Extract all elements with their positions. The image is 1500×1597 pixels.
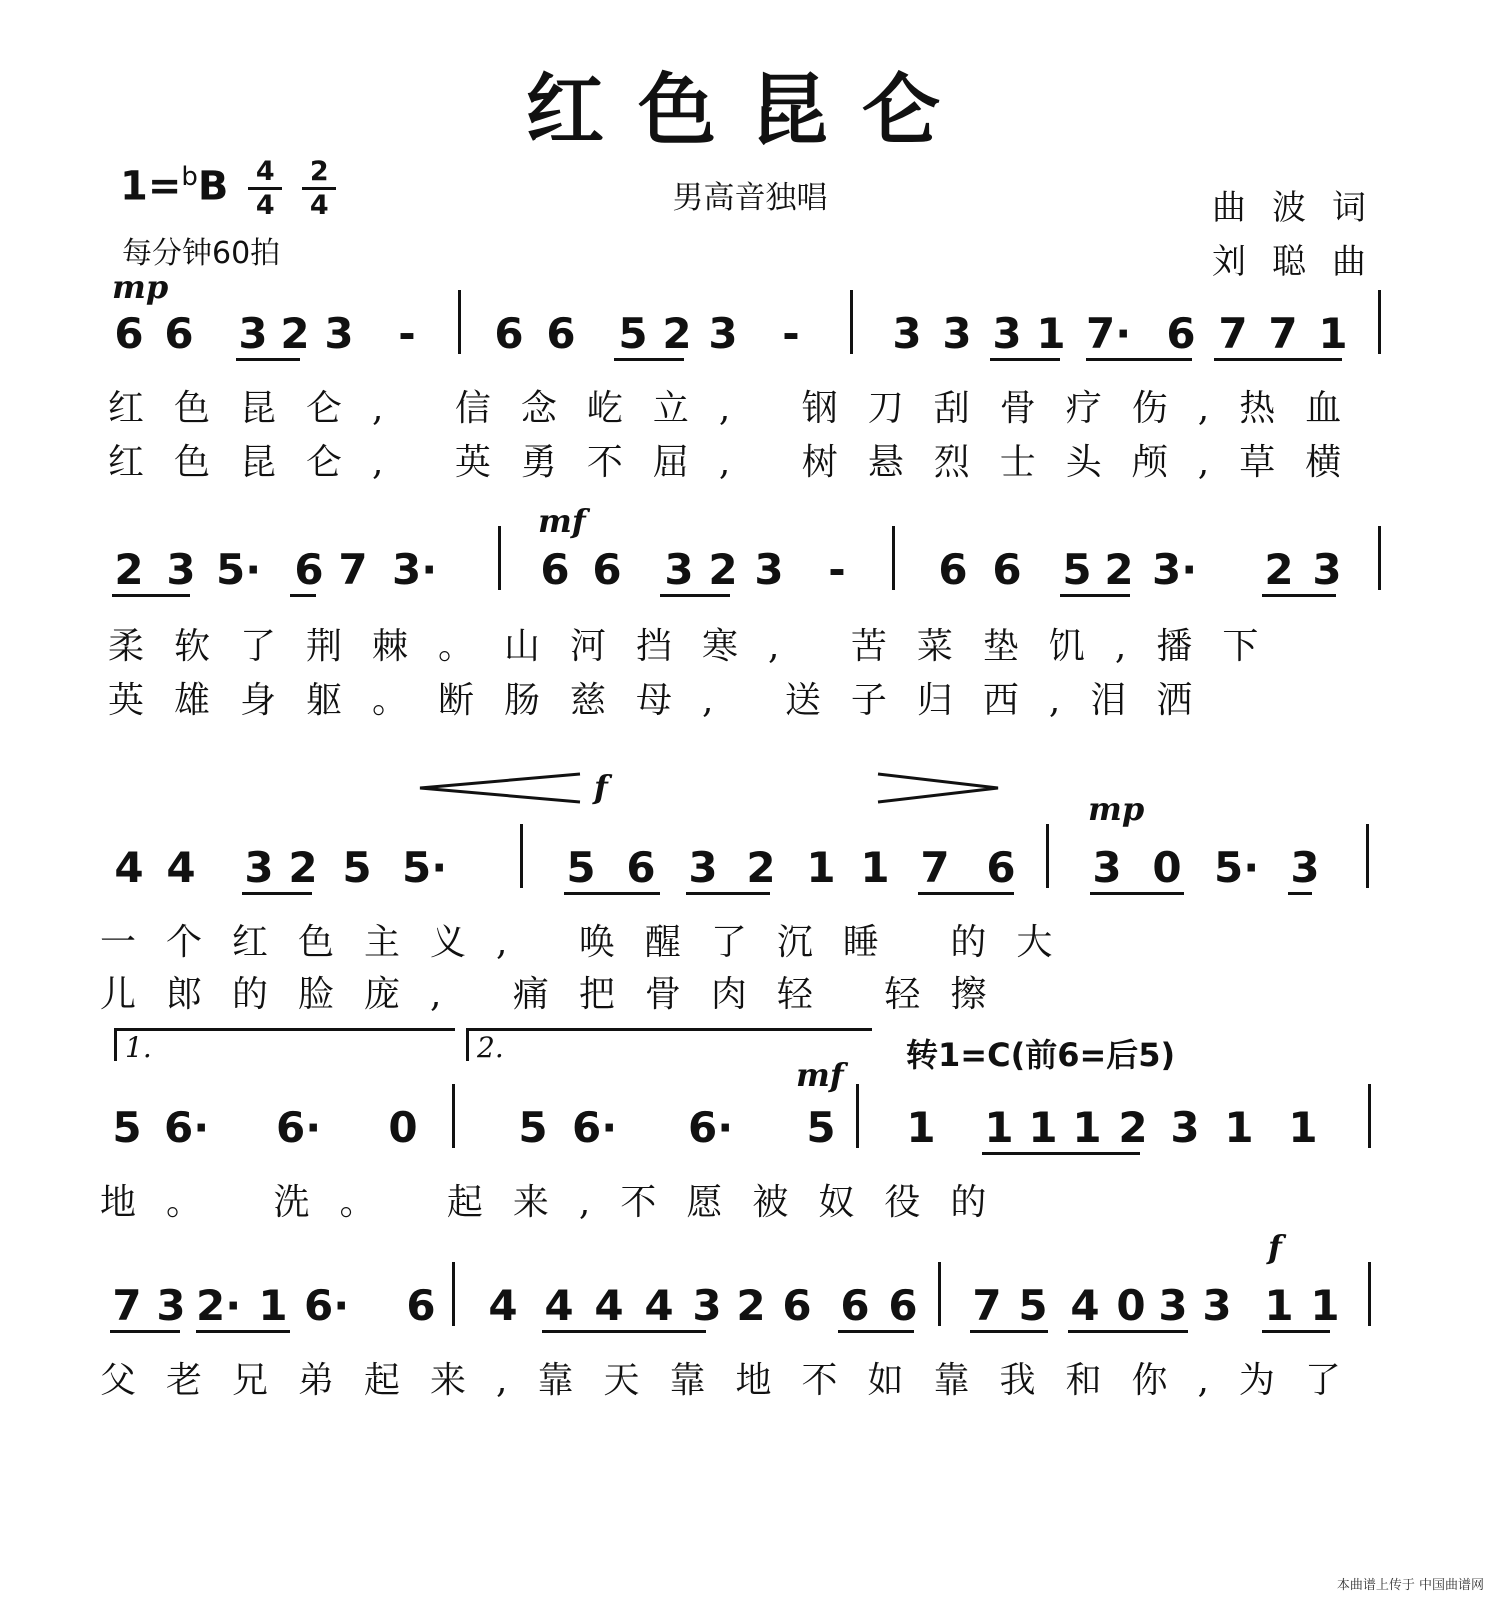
beam-underline [614, 358, 684, 361]
note: 3 [1170, 1103, 1200, 1152]
bar-line [498, 526, 501, 590]
note: 6· [304, 1281, 350, 1330]
bar-line [856, 1084, 859, 1148]
dynamic-f: f [594, 768, 608, 806]
note: 6 [840, 1281, 870, 1330]
note: 6· [276, 1103, 322, 1152]
note: 6· [572, 1103, 618, 1152]
modulation-marking: 转1=C(前6=后5) [906, 1036, 1176, 1074]
note: 3 [1158, 1281, 1188, 1330]
note: 3 [244, 843, 274, 892]
note: 5· [1214, 843, 1260, 892]
note: 6 [626, 843, 656, 892]
beam-underline [1060, 594, 1130, 597]
note: 5 [618, 309, 648, 358]
beam-underline [660, 594, 730, 597]
beam-underline [1214, 358, 1342, 361]
note: 5 [518, 1103, 548, 1152]
lyricist-credit: 曲波词 [1212, 188, 1392, 228]
note: 3 [156, 1281, 186, 1330]
note: 6 [992, 545, 1022, 594]
note: 3· [392, 545, 438, 594]
note: 5 [342, 843, 372, 892]
bar-line [892, 526, 895, 590]
beam-underline [838, 1330, 914, 1333]
note: 3· [1152, 545, 1198, 594]
note: 2 [114, 545, 144, 594]
beam-underline [1090, 892, 1184, 895]
note: 0 [1152, 843, 1182, 892]
note: 1 [1264, 1281, 1294, 1330]
beam-underline [1068, 1330, 1188, 1333]
dynamic-mf: mf [538, 502, 586, 540]
note: - [828, 545, 846, 594]
note: 3 [1202, 1281, 1232, 1330]
note: 4 [544, 1281, 574, 1330]
note: 6 [938, 545, 968, 594]
note: 7 [1218, 309, 1248, 358]
note: 1 [1318, 309, 1348, 358]
beam-underline [564, 892, 660, 895]
note: 7 [1268, 309, 1298, 358]
note: 3 [1290, 843, 1320, 892]
beam-underline [1288, 892, 1312, 895]
note: 1 [906, 1103, 936, 1152]
bar-line [1366, 824, 1369, 888]
time-signature-2: $\frac{2}{4}$ [302, 158, 336, 219]
note: 5 [1018, 1281, 1048, 1330]
beam-underline [196, 1330, 290, 1333]
beam-underline [542, 1330, 706, 1333]
note: 3 [992, 309, 1022, 358]
bar-line [1046, 824, 1049, 888]
note: 2 [1118, 1103, 1148, 1152]
note: 7 [920, 843, 950, 892]
note: 2 [1104, 545, 1134, 594]
lyric-line-3-verse-2: 儿郎的脸庞, 痛把骨肉轻 轻擦 [100, 974, 1017, 1015]
beam-underline [112, 594, 190, 597]
footer-credit: 本曲谱上传于 中国曲谱网 [1336, 1578, 1484, 1593]
note: 3 [942, 309, 972, 358]
note: 4 [644, 1281, 674, 1330]
note: 6· [688, 1103, 734, 1152]
note: 6 [164, 309, 194, 358]
note: 4 [114, 843, 144, 892]
lyric-line-2-verse-1: 柔软了荆棘。山河挡寒, 苦菜垫饥,播下 [108, 626, 1289, 667]
note: 2 [746, 843, 776, 892]
note: 6 [494, 309, 524, 358]
note: 6 [592, 545, 622, 594]
note: 3 [892, 309, 922, 358]
note: 2 [288, 843, 318, 892]
note: 6 [1166, 309, 1196, 358]
beam-underline [236, 358, 300, 361]
beam-underline [1262, 594, 1336, 597]
beam-underline [290, 594, 316, 597]
lyric-line-2-verse-2: 英雄身躯。断肠慈母, 送子归西,泪洒 [108, 680, 1223, 721]
bar-line [1378, 526, 1381, 590]
note: 6 [782, 1281, 812, 1330]
note: 4 [488, 1281, 518, 1330]
note: 1 [1310, 1281, 1340, 1330]
beam-underline [1086, 358, 1192, 361]
note: 3 [692, 1281, 722, 1330]
beam-underline [110, 1330, 180, 1333]
bar-line [938, 1262, 941, 1326]
dynamic-mp: mp [112, 268, 169, 306]
note: 5 [1062, 545, 1092, 594]
note: 2 [280, 309, 310, 358]
dynamic-f-2: f [1268, 1228, 1282, 1266]
note: 2 [1264, 545, 1294, 594]
subtitle: 男高音独唱 [672, 180, 828, 216]
note: 4 [1070, 1281, 1100, 1330]
note: - [782, 309, 800, 358]
beam-underline [686, 892, 770, 895]
bar-line [452, 1084, 455, 1148]
beam-underline [918, 892, 1014, 895]
note: 3 [664, 545, 694, 594]
note: 6 [406, 1281, 436, 1330]
note: 7 [338, 545, 368, 594]
flat-sign: b [181, 162, 198, 193]
note: 1 [806, 843, 836, 892]
beam-underline [242, 892, 312, 895]
note: 1 [984, 1103, 1014, 1152]
note: - [398, 309, 416, 358]
note: 3 [1312, 545, 1342, 594]
page-title: 红色昆仑 [525, 65, 974, 156]
note: 6 [540, 545, 570, 594]
note: 2· [196, 1281, 242, 1330]
note: 7 [972, 1281, 1002, 1330]
note: 3 [324, 309, 354, 358]
note: 6 [114, 309, 144, 358]
note: 7 [112, 1281, 142, 1330]
beam-underline [990, 358, 1060, 361]
crescendo-hairpins [410, 770, 1000, 810]
note: 1 [1224, 1103, 1254, 1152]
note: 2 [708, 545, 738, 594]
note: 2 [736, 1281, 766, 1330]
note: 1 [1288, 1103, 1318, 1152]
bar-line [520, 824, 523, 888]
lyric-line-5: 父老兄弟起来,靠天靠地不如靠我和你,为了 [100, 1360, 1371, 1401]
time-signature-1: $\frac{4}{4}$ [248, 158, 282, 219]
note: 5· [402, 843, 448, 892]
note: 5· [216, 545, 262, 594]
beam-underline [982, 1152, 1140, 1155]
note: 3 [166, 545, 196, 594]
lyric-line-1-verse-1: 红色昆仑, 信念屹立, 钢刀刮骨疗伤,热血 [108, 388, 1372, 429]
note: 7· [1086, 309, 1132, 358]
key-note: B [197, 163, 229, 210]
note: 1 [1028, 1103, 1058, 1152]
note: 5 [112, 1103, 142, 1152]
beam-underline [1262, 1330, 1330, 1333]
key-prefix: 1= [120, 163, 182, 210]
bar-line [458, 290, 461, 354]
note: 4 [166, 843, 196, 892]
lyric-line-3-verse-1: 一个红色主义, 唤醒了沉睡 的大 [100, 922, 1083, 963]
lyric-line-1-verse-2: 红色昆仑, 英勇不屈, 树悬烈士头颅,草横 [108, 442, 1372, 483]
volta-1: 1. [114, 1028, 455, 1061]
note: 0 [388, 1103, 418, 1152]
note: 3 [754, 545, 784, 594]
bar-line [850, 290, 853, 354]
note: 6 [888, 1281, 918, 1330]
note: 2 [662, 309, 692, 358]
note: 3 [1092, 843, 1122, 892]
note: 5 [566, 843, 596, 892]
beam-underline [970, 1330, 1048, 1333]
bar-line [1368, 1084, 1371, 1148]
note: 1 [1072, 1103, 1102, 1152]
note: 1 [258, 1281, 288, 1330]
dynamic-mf-2: mf [796, 1056, 844, 1094]
note: 0 [1116, 1281, 1146, 1330]
bar-line [1368, 1262, 1371, 1326]
dynamic-mp-2: mp [1088, 790, 1145, 828]
note: 5 [806, 1103, 836, 1152]
note: 4 [594, 1281, 624, 1330]
lyric-line-4: 地。 洗。 起来,不愿被奴役的 [100, 1182, 1017, 1223]
note: 3 [238, 309, 268, 358]
bar-line [452, 1262, 455, 1326]
volta-2: 2. [466, 1028, 872, 1061]
note: 6· [164, 1103, 210, 1152]
note: 6 [294, 545, 324, 594]
note: 6 [986, 843, 1016, 892]
bar-line [1378, 290, 1381, 354]
note: 1 [1036, 309, 1066, 358]
composer-credit: 刘聪曲 [1212, 242, 1392, 282]
tempo-marking: 每分钟60拍 [122, 236, 281, 271]
note: 1 [860, 843, 890, 892]
note: 3 [688, 843, 718, 892]
note: 6 [546, 309, 576, 358]
note: 3 [708, 309, 738, 358]
